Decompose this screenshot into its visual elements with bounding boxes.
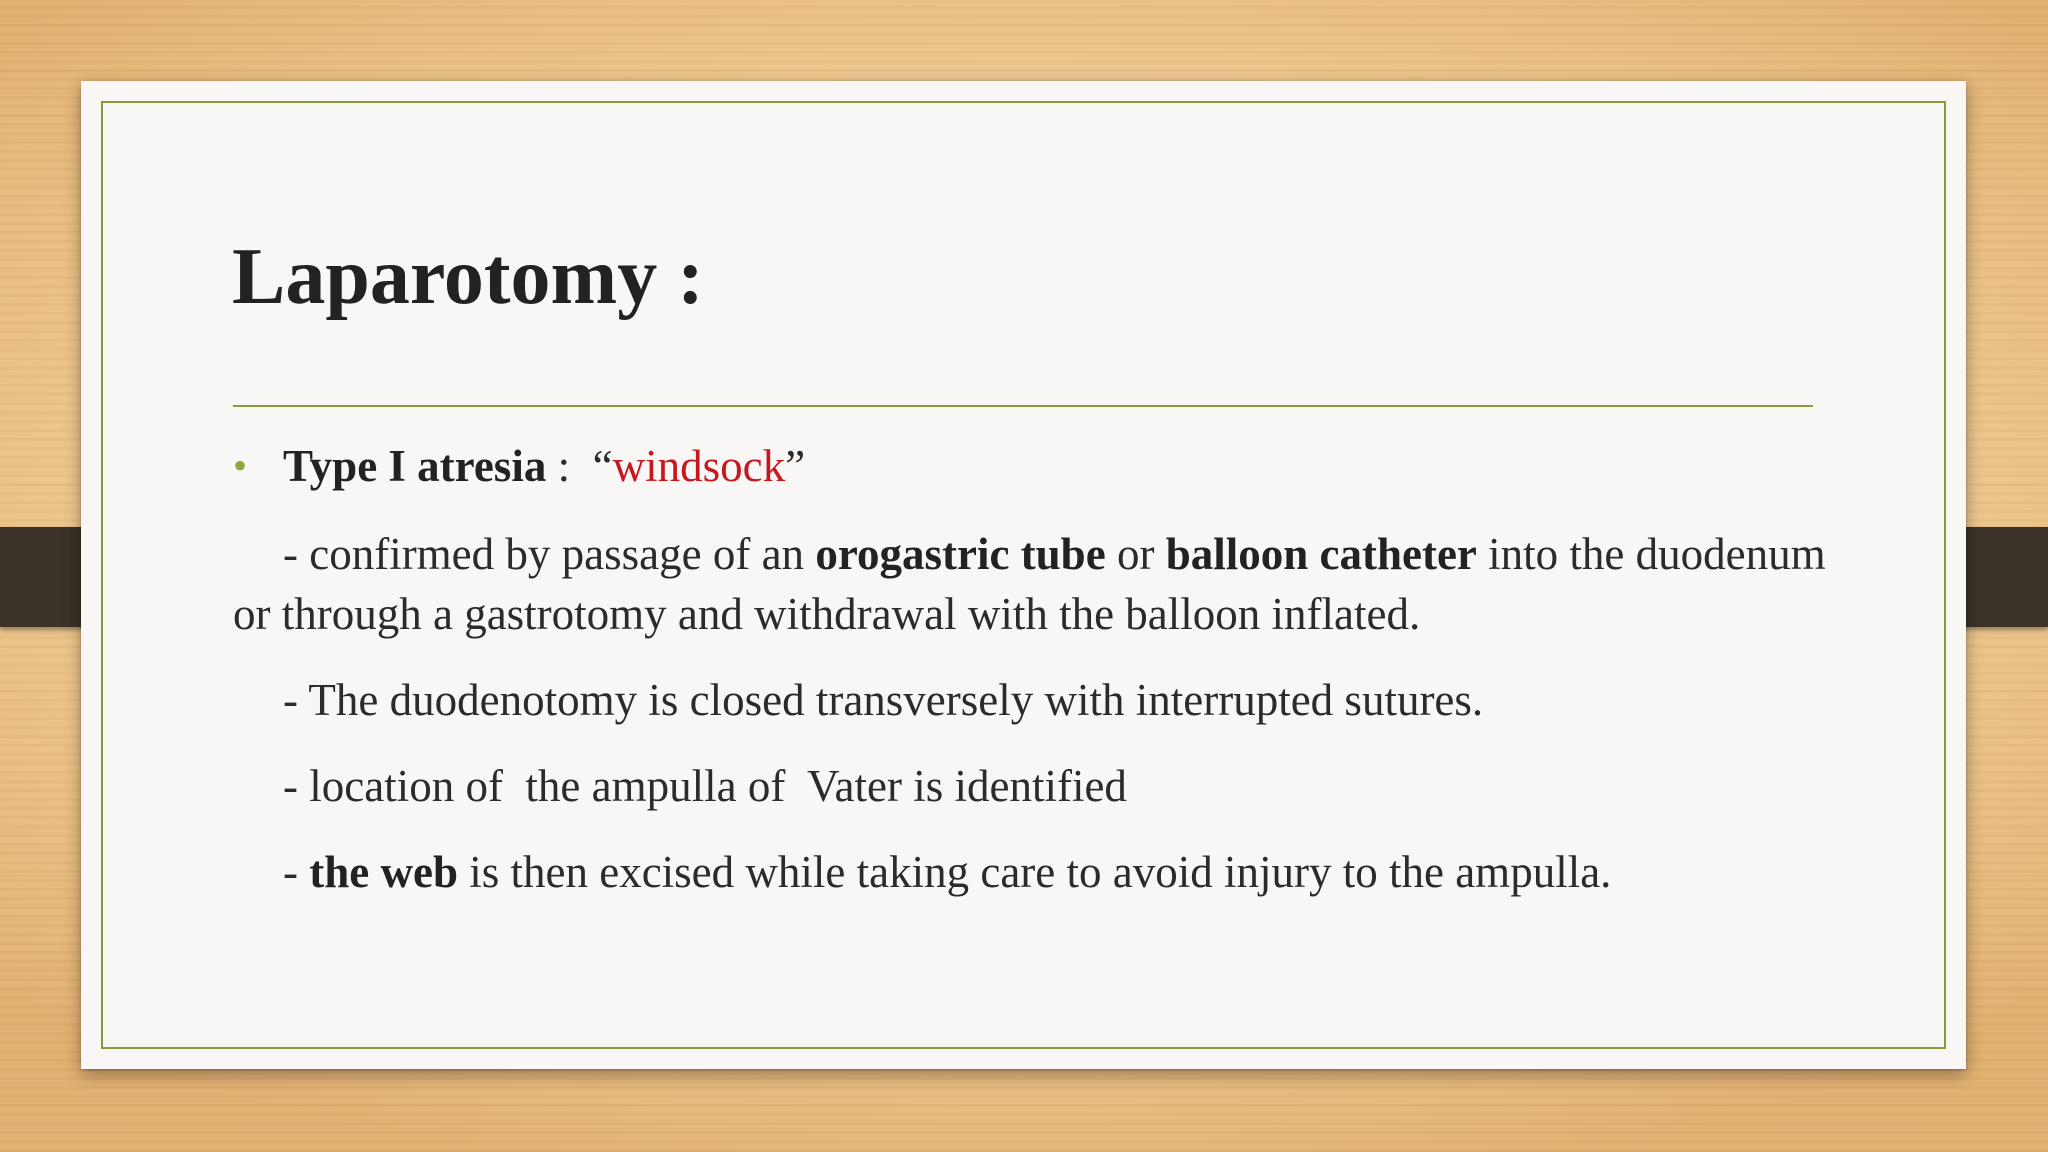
highlight-term: windsock bbox=[612, 441, 786, 491]
bold-term: orogastric tube bbox=[815, 529, 1106, 579]
slide-title: Laparotomy : bbox=[232, 233, 704, 321]
bullet-dot-icon: • bbox=[233, 443, 248, 488]
paragraph-text: - confirmed by passage of an bbox=[283, 529, 816, 579]
paragraph-text: or bbox=[1105, 529, 1166, 579]
paragraph-text: is then excised while taking care to avoid injury to the ampulla. bbox=[457, 847, 1612, 897]
bold-term: the web bbox=[309, 847, 458, 897]
body-paragraph-1 bbox=[233, 524, 1833, 644]
slide-body bbox=[233, 436, 1833, 928]
bullet-separator: : bbox=[546, 441, 593, 491]
body-paragraph-2: - The duodenotomy is closed transversely with interrupted sutures. bbox=[283, 675, 1484, 725]
bullet-item bbox=[233, 436, 1833, 496]
paragraph-text: into the duodenum or through a gastrotomy and withdrawal with the balloon inflated. bbox=[233, 529, 1826, 639]
body-paragraph-4 bbox=[233, 842, 1833, 902]
bold-term: balloon catheter bbox=[1165, 529, 1477, 579]
body-paragraph-3: - location of the ampulla of Vater is identified bbox=[283, 761, 1127, 811]
slide bbox=[81, 81, 1966, 1069]
title-divider bbox=[233, 405, 1813, 407]
paragraph-text: - bbox=[283, 847, 310, 897]
quote-close: ” bbox=[785, 441, 806, 491]
quote-open: “ bbox=[592, 441, 613, 491]
bullet-term: Type I atresia bbox=[283, 441, 547, 491]
